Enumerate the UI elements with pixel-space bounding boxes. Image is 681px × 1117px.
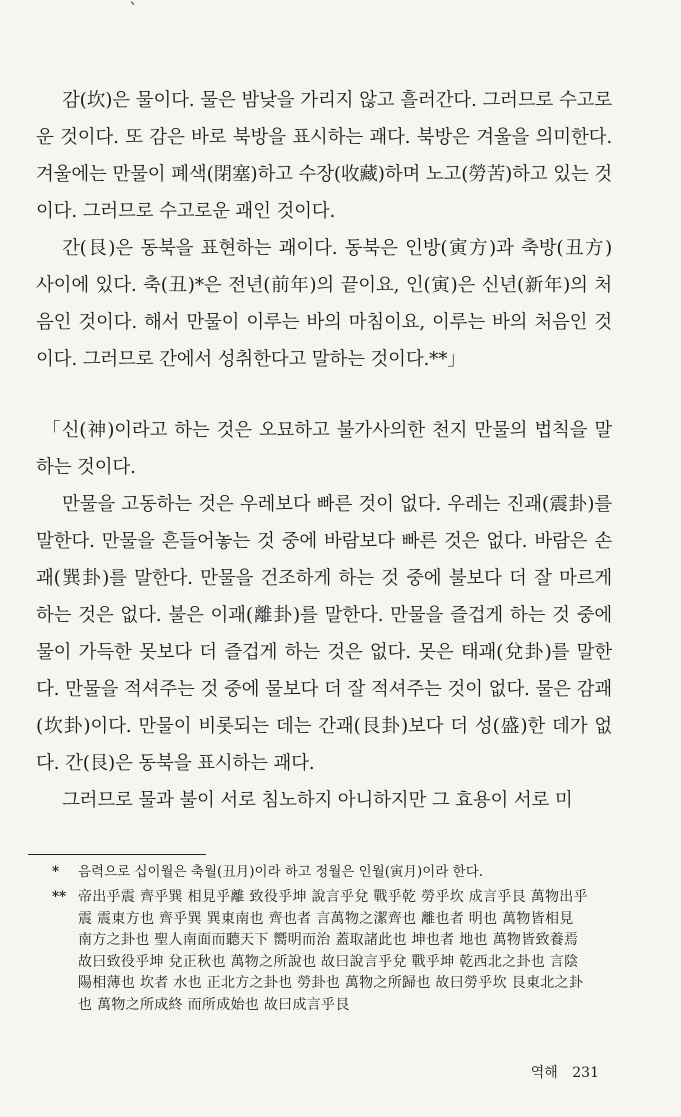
footnote-marker: * [52, 864, 60, 880]
paragraph-shin: 「신(神)이라고 하는 것은 오묘하고 불가사의한 천지 만물의 법칙을 말하는 것이다. [36, 420, 612, 478]
footnote-text: 帝出乎震 齊乎巽 相見乎離 致役乎坤 說言乎兌 戰乎乾 勞乎坎 成言乎艮 萬物出乎震 震東方也 齊乎巽 巽東南也 齊也者 言萬物之潔齊也 離也者 明也 萬物皆相見 南方之卦也 聖人南面而聽天下 嚮明而治 蓋取諸此也 坤也者 地也 萬物皆致養焉 故曰致役乎坤 兌正秋也 萬物之所說也 故曰說言乎兌 戰乎坤 乾西北之卦也 言陰陽相薄也 坎者 水也 正北方之卦也 勞卦也 萬物之所歸也 故曰勞乎坎 艮東北之卦也 萬物之所成終 而所成始也 故曰成言乎艮 [78, 889, 588, 1013]
running-title: 역해 [530, 1065, 558, 1081]
page-footer [521, 1062, 599, 1082]
footnote-marker: ** [52, 889, 67, 905]
footnotes [50, 862, 590, 1020]
paragraph-conclusion: 그러므로 물과 불이 서로 침노하지 아니하지만 그 효용이 서로 미 [62, 790, 573, 811]
main-text [36, 82, 612, 819]
footnote-text: 음력으로 십이월은 축월(丑月)이라 하고 정월은 인월(寅月)이라 한다. [78, 864, 484, 880]
paragraph-gam: 감(坎)은 물이다. 물은 밤낮을 가리지 않고 흘러간다. 그러므로 수고로운 것이다. 또 감은 바로 북방을 표시하는 괘다. 북방은 겨울을 의미한다. 겨울에는 만물이 폐색(閉塞)하고 수장(收藏)하며 노고(勞苦)하고 있는 것이다. 그러므로 수고로운 괘인 것이다. [36, 90, 612, 222]
page-number: 231 [572, 1065, 599, 1081]
paragraph-manmul: 만물을 고동하는 것은 우레보다 빠른 것이 없다. 우레는 진괘(震卦)를 말한다. 만물을 흔들어놓는 것 중에 바람보다 빠른 것은 없다. 바람은 손괘(巽卦)를 말한다. 만물을 건조하게 하는 것 중에 불보다 더 잘 마르게 하는 것은 없다. 불은 이괘(離卦)를 말한다. 만물을 즐겁게 하는 것 중에 물이 가득한 못보다 더 즐겁게 하는 것은 없다. 못은 태괘(兌卦)를 말한다. 만물을 적셔주는 것 중에 물보다 더 잘 적셔주는 것이 없다. 물은 감괘(坎卦)이다. 만물이 비롯되는 데는 간괘(艮卦)보다 더 성(盛)한 데가 없다. 간(艮)은 동북을 표시하는 괘다. [36, 494, 612, 774]
footnote-divider [28, 854, 206, 855]
footnote-1 [50, 862, 590, 883]
stray-mark: ` [129, 0, 138, 21]
paragraph-gan: 간(艮)은 동북을 표현하는 괘이다. 동북은 인방(寅方)과 축방(丑方) 사이에 있다. 축(丑)*은 전년(前年)의 끝이요, 인(寅)은 신년(新年)의 처음인 것이다. 해서 만물이 이루는 바의 마침이요, 이루는 바의 처음인 것이다. 그러므로 간에서 성취한다고 말하는 것이다.**」 [36, 238, 612, 370]
footnote-2 [50, 887, 590, 1016]
